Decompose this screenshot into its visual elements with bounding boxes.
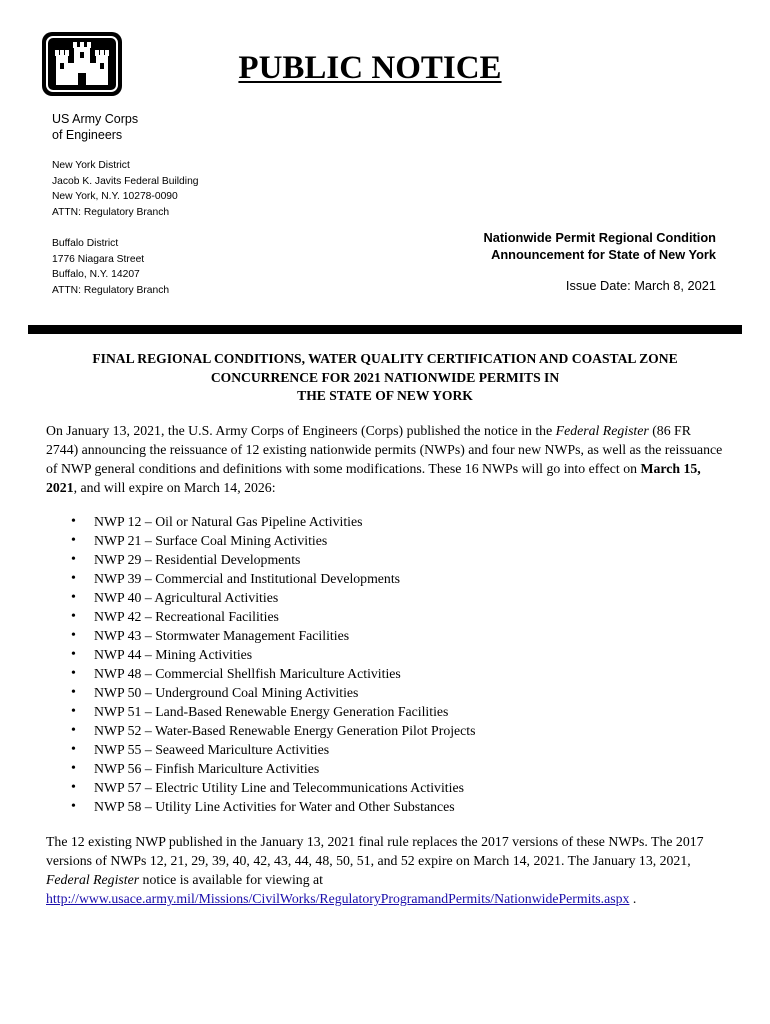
agency-line-2: of Engineers — [52, 128, 123, 142]
list-item: • NWP 29 – Residential Developments — [70, 550, 476, 569]
list-item: • NWP 48 – Commercial Shellfish Mariculture Activities — [70, 664, 476, 683]
federal-register-ref: Federal Register — [46, 872, 140, 887]
ny-district-attn: ATTN: Regulatory Branch — [52, 207, 170, 219]
list-item: • NWP 55 – Seaweed Mariculture Activities — [70, 740, 476, 759]
closing-paragraph — [46, 832, 726, 908]
announcement-line-1: Nationwide Permit Regional Condition — [483, 230, 716, 245]
ny-district-city: New York, N.Y. 10278-0090 — [52, 191, 178, 203]
buffalo-district-city: Buffalo, N.Y. 14207 — [52, 269, 140, 281]
list-item: • NWP 43 – Stormwater Management Facilities — [70, 626, 476, 645]
closing-text-1: The 12 existing NWP published in the January 13, 2021 final rule replaces the 2017 versions of these NWPs. The 2017 versions of NWPs 12, 21, 29, 39, 40, 42, 43, 44, 48, 50, 51, and 52 expire on March 14, 2021. The January 13, 2021, — [46, 834, 704, 868]
list-item: • NWP 39 – Commercial and Institutional Developments — [70, 569, 476, 588]
intro-text-1: On January 13, 2021, the U.S. Army Corps of Engineers (Corps) published the notice in the — [46, 423, 556, 438]
announcement-title — [484, 230, 716, 263]
list-item: • NWP 56 – Finfish Mariculture Activities — [70, 759, 476, 778]
closing-text-3: . — [629, 891, 637, 906]
buffalo-district-name: Buffalo District — [52, 238, 119, 249]
ny-district-name: New York District — [52, 160, 130, 171]
notice-heading — [40, 350, 730, 406]
list-item: • NWP 57 – Electric Utility Line and Telecommunications Activities — [70, 778, 476, 797]
list-item: • NWP 50 – Underground Coal Mining Activities — [70, 683, 476, 702]
agency-name — [52, 111, 138, 143]
nationwide-permits-link[interactable]: http://www.usace.army.mil/Missions/CivilWorks/RegulatoryProgramandPermits/NationwidePermits.aspx — [46, 891, 630, 906]
intro-paragraph — [46, 421, 726, 497]
page-title: PUBLIC NOTICE — [238, 50, 502, 86]
list-item: • NWP 21 – Surface Coal Mining Activities — [70, 531, 476, 550]
buffalo-district-street: 1776 Niagara Street — [52, 253, 145, 265]
agency-line-1: US Army Corps — [52, 112, 139, 126]
heading-line-1: FINAL REGIONAL CONDITIONS, WATER QUALITY CERTIFICATION AND COASTAL ZONE — [92, 351, 678, 366]
permit-list — [70, 512, 476, 816]
header-divider — [28, 325, 742, 334]
list-item: • NWP 51 – Land-Based Renewable Energy Generation Facilities — [70, 702, 476, 721]
list-item: • NWP 42 – Recreational Facilities — [70, 607, 476, 626]
list-item: • NWP 44 – Mining Activities — [70, 645, 476, 664]
heading-line-2: CONCURRENCE FOR 2021 NATIONWIDE PERMITS IN — [210, 369, 560, 385]
ny-district-building: Jacob K. Javits Federal Building — [52, 175, 199, 187]
buffalo-district-address — [52, 236, 169, 299]
federal-register-ref: Federal Register — [555, 423, 649, 438]
intro-text-2: (86 FR 2744) announcing the reissuance of 12 existing nationwide permits (NWPs) and four new NWPs, as well as the reissuance of NWP general conditions and definitions with some modifications. These 16 NWPs will go into effect on — [46, 423, 723, 476]
intro-text-3: , and will expire on March 14, 2026: — [73, 480, 276, 495]
closing-text-2: notice is available for viewing at — [139, 872, 324, 887]
issue-date: Issue Date: March 8, 2021 — [565, 278, 716, 293]
list-item: • NWP 58 – Utility Line Activities for Water and Other Substances — [70, 797, 476, 816]
heading-line-3: THE STATE OF NEW YORK — [297, 388, 473, 403]
announcement-line-2: Announcement for State of New York — [491, 246, 716, 262]
list-item: • NWP 52 – Water-Based Renewable Energy Generation Pilot Projects — [70, 721, 476, 740]
effective-date: March 15, 2021 — [46, 461, 701, 495]
buffalo-district-attn: ATTN: Regulatory Branch — [52, 285, 170, 297]
list-item: • NWP 12 – Oil or Natural Gas Pipeline Activities — [70, 512, 476, 531]
ny-district-address — [52, 158, 199, 221]
list-item: • NWP 40 – Agricultural Activities — [70, 588, 476, 607]
